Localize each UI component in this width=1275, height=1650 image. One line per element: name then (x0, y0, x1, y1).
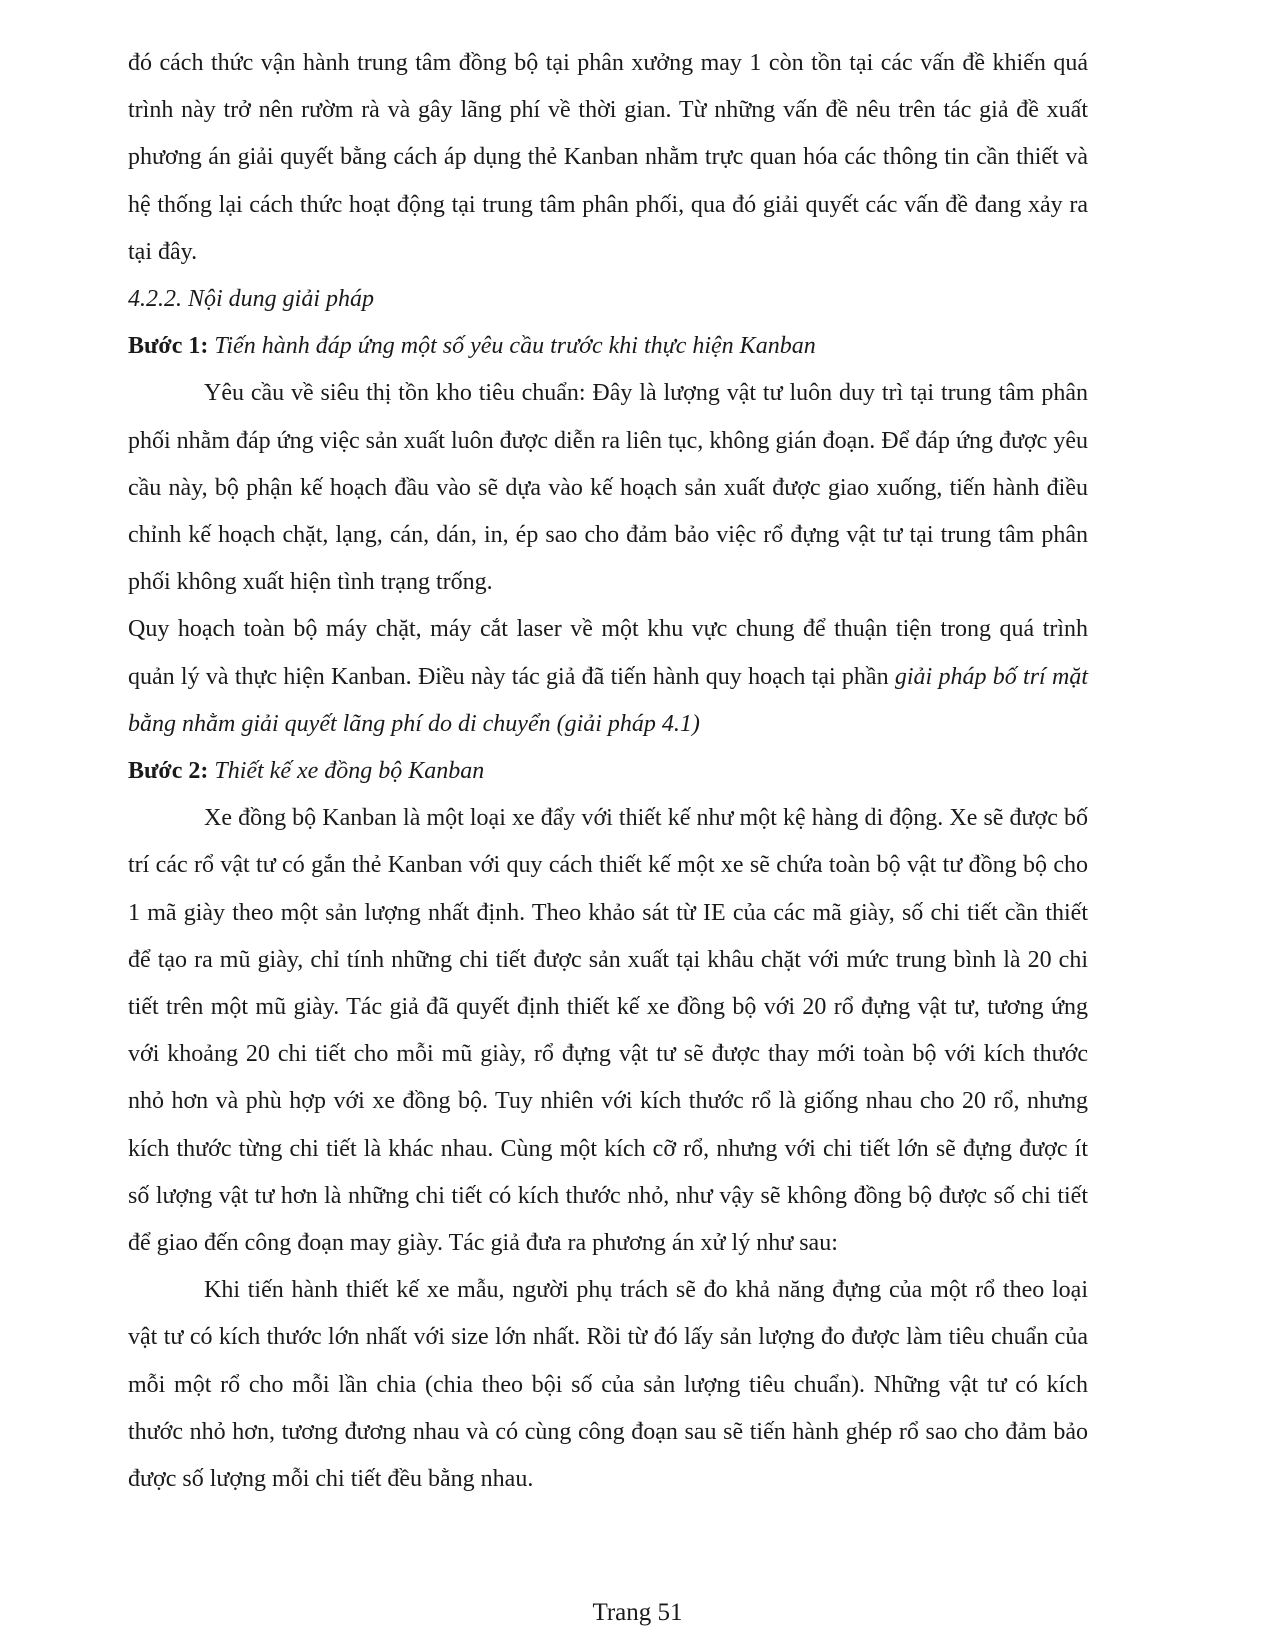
step2-heading (128, 748, 1088, 795)
page-number: Trang 51 (592, 1599, 683, 1626)
step1-title: Tiến hành đáp ứng một số yêu cầu trước khi thực hiện Kanban (214, 333, 816, 360)
step2-label: Bước 2: (128, 758, 209, 785)
document-body (128, 40, 1088, 1503)
step2-paragraph-2: Khi tiến hành thiết kế xe mẫu, người phụ trách sẽ đo khả năng đựng của một rổ theo loại vật tư có kích thước lớn nhất với size lớn nhất. Rồi từ đó lấy sản lượng đo được làm tiêu chuẩn của mỗi một rổ cho mỗi lần chia (chia theo bội số của sản lượng tiêu chuẩn). Những vật tư có kích thước nhỏ hơn, tương đương nhau và có cùng công đoạn sau sẽ tiến hành ghép rổ sao cho đảm bảo được số lượng mỗi chi tiết đều bằng nhau. (128, 1277, 1088, 1493)
intro-paragraph: đó cách thức vận hành trung tâm đồng bộ tại phân xưởng may 1 còn tồn tại các vấn đề khiến quá trình này trở nên rườm rà và gây lãng phí về thời gian. Từ những vấn đề nêu trên tác giả đề xuất phương án giải quyết bằng cách áp dụng thẻ Kanban nhằm trực quan hóa các thông tin cần thiết và hệ thống lại cách thức hoạt động tại trung tâm phân phối, qua đó giải quyết các vấn đề đang xảy ra tại đây. (128, 50, 1088, 265)
step2-paragraph-1: Xe đồng bộ Kanban là một loại xe đẩy với thiết kế như một kệ hàng di động. Xe sẽ được bố trí các rổ vật tư có gắn thẻ Kanban với quy cách thiết kế một xe sẽ chứa toàn bộ vật tư đồng bộ cho 1 mã giày theo một sản lượng nhất định. Theo khảo sát từ IE của các mã giày, số chi tiết cần thiết để tạo ra mũ giày, chỉ tính những chi tiết được sản xuất tại khâu chặt với mức trung bình là 20 chi tiết trên một mũ giày. Tác giả đã quyết định thiết kế xe đồng bộ với 20 rổ đựng vật tư, tương ứng với khoảng 20 chi tiết cho mỗi mũ giày, rổ đựng vật tư sẽ được thay mới toàn bộ với kích thước nhỏ hơn và phù hợp với xe đồng bộ. Tuy nhiên với kích thước rổ là giống nhau cho 20 rổ, nhưng kích thước từng chi tiết là khác nhau. Cùng một kích cỡ rổ, nhưng với chi tiết lớn sẽ đựng được ít số lượng vật tư hơn là những chi tiết có kích thước nhỏ, như vậy sẽ không đồng bộ được số chi tiết để giao đến công đoạn may giày. Tác giả đưa ra phương án xử lý như sau: (128, 805, 1088, 1257)
step1-paragraph-1: Yêu cầu về siêu thị tồn kho tiêu chuẩn: Đây là lượng vật tư luôn duy trì tại trung tâm phân phối nhằm đáp ứng việc sản xuất luôn được diễn ra liên tục, không gián đoạn. Để đáp ứng được yêu cầu này, bộ phận kế hoạch đầu vào sẽ dựa vào kế hoạch sản xuất được giao xuống, tiến hành điều chỉnh kế hoạch chặt, lạng, cán, dán, in, ép sao cho đảm bảo việc rổ đựng vật tư tại trung tâm phân phối không xuất hiện tình trạng trống. (128, 380, 1088, 596)
step1-paragraph-2 (128, 606, 1088, 748)
step1-paragraph-2-reference: giải pháp bố trí mặt bằng nhằm giải quyết lãng phí do di chuyển (giải pháp 4.1) (128, 663, 1089, 737)
step1-paragraph-2-text: Quy hoạch toàn bộ máy chặt, máy cắt laser về một khu vực chung để thuận tiện trong quá trình quản lý và thực hiện Kanban. Điều này tác giả đã tiến hành quy hoạch tại phần (128, 616, 1088, 690)
step1-label: Bước 1: (128, 333, 209, 360)
section-heading: 4.2.2. Nội dung giải pháp (128, 286, 375, 313)
step2-title: Thiết kế xe đồng bộ Kanban (214, 758, 485, 785)
step1-heading (128, 323, 1088, 370)
